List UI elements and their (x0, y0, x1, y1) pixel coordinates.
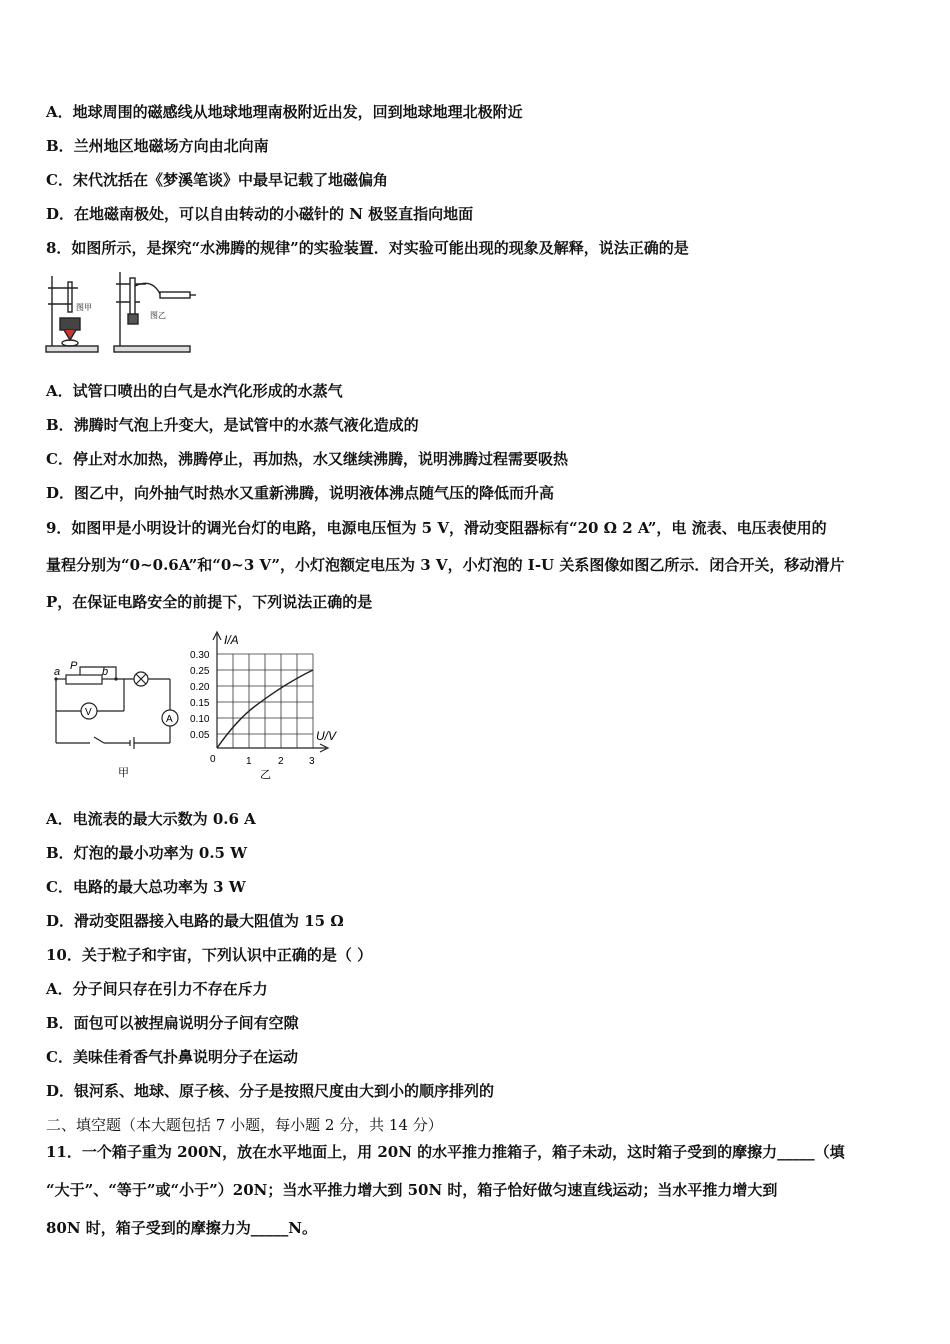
q7-option-b: B．兰州地区地磁场方向由北向南 (46, 137, 269, 155)
ytick-005: 0.05 (190, 730, 210, 741)
q10-option-d: D．银河系、地球、原子核、分子是按照尺度由大到小的顺序排列的 (46, 1082, 495, 1100)
q9-stem-line2: 量程分别为“0~0.6A”和“0~3 V”，小灯泡额定电压为 3 V，小灯泡的 I-U 关系图像如图乙所示．闭合开关，移动滑片 (46, 556, 845, 574)
circuit-label-a: a (54, 666, 61, 678)
q9-stem-line1: 9．如图甲是小明设计的调光台灯的电路，电源电压恒为 5 V，滑动变阻器标有“20 Ω 2 A”，电 流表、电压表使用的 (46, 519, 827, 537)
ammeter-label: A (166, 714, 173, 725)
q11-line1: 11．一个箱子重为 200N，放在水平地面上，用 20N 的水平推力推箱子，箱子未动，这时箱子受到的摩擦力_____（填 (46, 1143, 845, 1161)
ytick-015: 0.15 (190, 698, 210, 709)
q9-option-a: A．电流表的最大示数为 0.6 A (46, 810, 256, 828)
graph-caption: 乙 (260, 769, 271, 781)
q8-apparatus-figure (42, 268, 197, 358)
q10-stem: 10．关于粒子和宇宙，下列认识中正确的是（ ） (46, 946, 373, 964)
q9-option-b: B．灯泡的最小功率为 0.5 W (46, 844, 248, 862)
graph-origin: 0 (210, 754, 216, 765)
q9-circuit-diagram (46, 655, 186, 785)
q7-option-a: A．地球周围的磁感线从地球地理南极附近出发，回到地球地理北极附近 (46, 103, 523, 121)
circuit-label-b: b (102, 666, 109, 678)
fig-label-yi: 图乙 (150, 311, 166, 320)
q11-line2: “大于”、“等于”或“小于”）20N；当水平推力增大到 50N 时，箱子恰好做匀速直线运动；当水平推力增大到 (46, 1181, 778, 1199)
apparatus-jia (46, 276, 98, 352)
q8-stem: 8．如图所示，是探究“水沸腾的规律”的实验装置．对实验可能出现的现象及解释，说法正确的是 (46, 239, 689, 257)
q7-option-d: D．在地磁南极处，可以自由转动的小磁针的 N 极竖直指向地面 (46, 205, 474, 223)
ytick-025: 0.25 (190, 666, 210, 677)
q7-option-c: C．宋代沈括在《梦溪笔谈》中最早记载了地磁偏角 (46, 171, 388, 189)
q10-option-a: A．分子间只存在引力不存在斥力 (46, 980, 268, 998)
graph-xlabel: U/V (316, 729, 337, 743)
circuit-caption: 甲 (118, 767, 129, 779)
q11-line3: 80N 时，箱子受到的摩擦力为_____N。 (46, 1219, 318, 1237)
q9-option-c: C．电路的最大总功率为 3 W (46, 878, 246, 896)
ytick-020: 0.20 (190, 682, 210, 693)
q8-option-c: C．停止对水加热，沸腾停止，再加热，水又继续沸腾，说明沸腾过程需要吸热 (46, 450, 568, 468)
graph-grid (217, 654, 313, 748)
voltmeter-label: V (85, 707, 92, 718)
xtick-3: 3 (309, 756, 315, 767)
q10-option-b: B．面包可以被捏扁说明分子间有空隙 (46, 1014, 299, 1032)
xtick-2: 2 (278, 756, 284, 767)
xtick-1: 1 (246, 756, 252, 767)
circuit-label-p: P (70, 660, 78, 672)
q9-stem-line3: P，在保证电路安全的前提下，下列说法正确的是 (46, 593, 373, 611)
graph-ylabel: I/A (224, 633, 239, 647)
q9-iu-graph (186, 628, 356, 786)
q9-option-d: D．滑动变阻器接入电路的最大阻值为 15 Ω (46, 912, 344, 930)
section-2-heading: 二、填空题（本大题包括 7 小题，每小题 2 分，共 14 分） (46, 1116, 443, 1134)
q8-option-b: B．沸腾时气泡上升变大，是试管中的水蒸气液化造成的 (46, 416, 419, 434)
q8-option-d: D．图乙中，向外抽气时热水又重新沸腾，说明液体沸点随气压的降低而升高 (46, 484, 555, 502)
ytick-030: 0.30 (190, 650, 210, 661)
q10-option-c: C．美味佳肴香气扑鼻说明分子在运动 (46, 1048, 298, 1066)
q8-option-a: A．试管口喷出的白气是水汽化形成的水蒸气 (46, 382, 343, 400)
fig-label-jia: 图甲 (76, 303, 92, 312)
ytick-010: 0.10 (190, 714, 210, 725)
